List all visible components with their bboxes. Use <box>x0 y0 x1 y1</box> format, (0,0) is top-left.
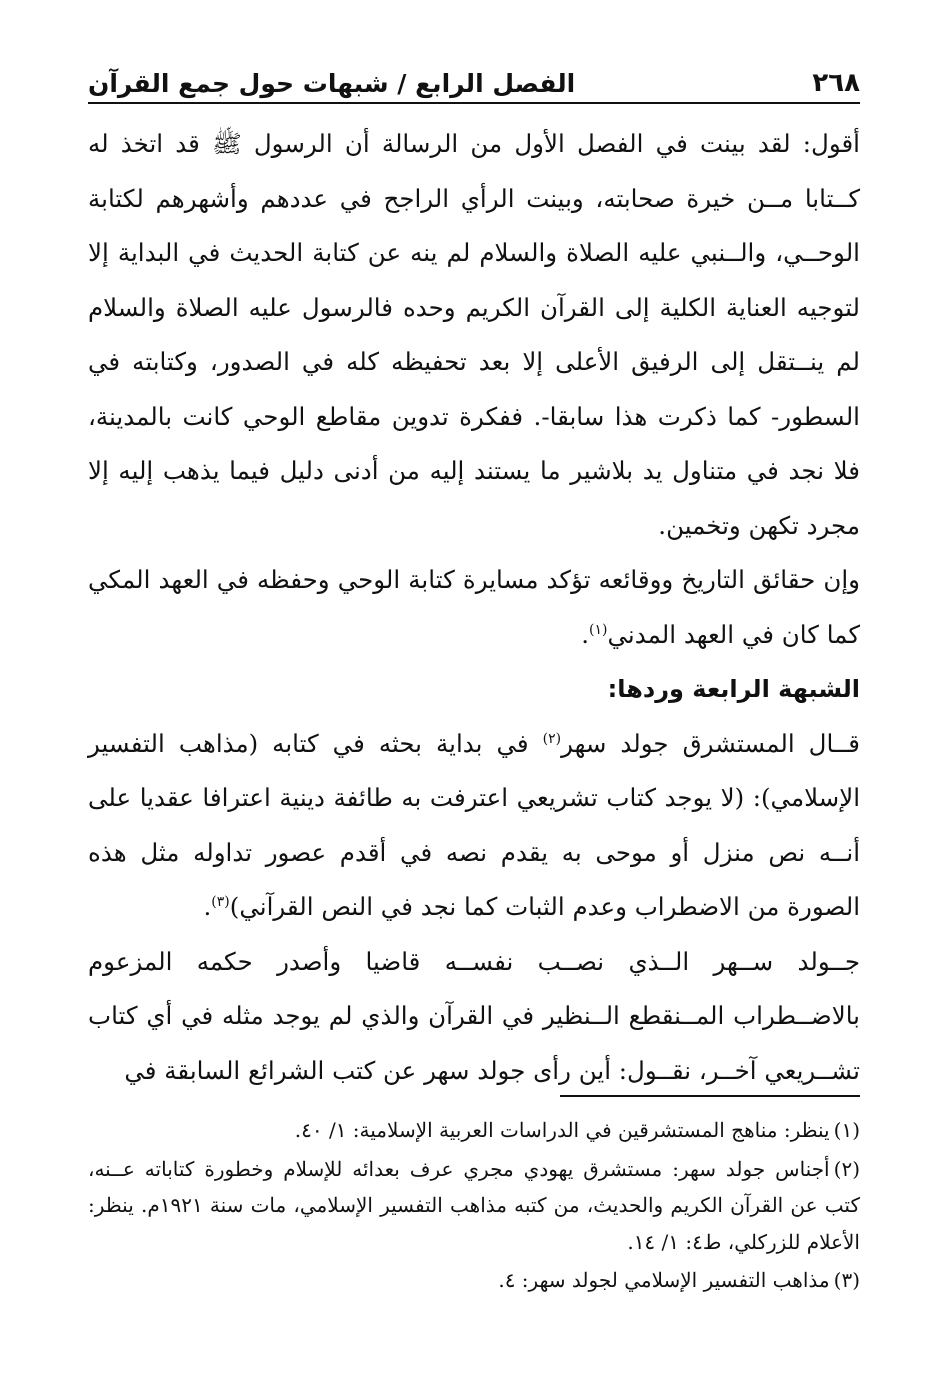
paragraph-2-text: وإن حقائق التاريخ ووقائعه تؤكد مسايرة كتابة الوحي وحفظه في العهد المكي كما كان في العهد المدني <box>88 565 860 649</box>
footnote-number: (٣) <box>833 1268 860 1292</box>
main-text <box>88 117 860 1098</box>
paragraph-2 <box>88 553 860 662</box>
page-header <box>88 64 860 104</box>
footnote-ref-2[interactable]: (٢) <box>542 730 562 747</box>
paragraph-1: أقول: لقد بينت في الفصل الأول من الرسالة أن الرسول ﷺ قد اتخذ له كــتابا مــن خيرة صحابته، وبينت الرأي الراجح في عددهم وأشهرهم لكتابة الوحــي، والــنبي عليه الصلاة والسلام لم ينه عن كتابة الحديث في البداية إلا لتوجيه العناية الكلية إلى القرآن الكريم وحده فالرسول عليه الصلاة والسلام لم ينــتقل إلى الرفيق الأعلى إلا بعد تحفيظه كله في الصدور، وكتابته في السطور- كما ذكرت هذا سابقا-. ففكرة تدوين مقاطع الوحي كانت بالمدينة، فلا نجد في متناول يد بلاشير ما يستند إليه من أدنى دليل فيما يذهب إليه إلا مجرد تكهن وتخمين. <box>88 129 860 540</box>
page-number: ٢٦٨ <box>812 68 860 98</box>
footnote-number: (١) <box>833 1118 860 1142</box>
paragraph-4: جــولد ســهر الــذي نصــب نفســه قاضيا وأصدر حكمه المزعوم بالاضــطراب المــنقطع الــنظير في القرآن والذي لم يوجد مثله في أي كتاب تشــريعي آخــر، نقــول: أين رأى جولد سهر عن كتب الشرائع السابقة في <box>88 946 860 1085</box>
footnotes <box>88 1112 860 1301</box>
section-heading: الشبهة الرابعة وردها: <box>607 675 860 703</box>
paragraph-2-end: . <box>581 619 590 649</box>
footnote-ref-1[interactable]: (١) <box>589 621 608 638</box>
paragraph-3-quote: في بداية بحثه في كتابه (مذاهب التفسير الإسلامي): (لا يوجد كتاب تشريعي اعترفت به طائفة دينية اعترافا عقديا على أنــه نص منزل أو موحى به يقدم نصه في أقدم عصور تداوله مثل هذه الصورة من الاضطراب وعدم الثبات كما نجد في النص القرآني) <box>88 728 860 921</box>
footnote-separator <box>560 1095 860 1097</box>
paragraph-3 <box>88 717 860 935</box>
footnote-text: ينظر: مناهج المستشرقين في الدراسات العربية الإسلامية: ١/ ٤٠. <box>294 1118 830 1142</box>
running-title: الفصل الرابع / شبهات حول جمع القرآن <box>88 69 576 98</box>
footnote-number: (٢) <box>833 1156 860 1181</box>
footnote-text: أجناس جولد سهر: مستشرق يهودي مجري عرف بعدائه للإسلام وخطورة كتاباته عــنه، كتب عن القرآن الكريم والحديث، من كتبه مذاهب التفسير الإسلامي، مات سنة ١٩٢١م. ينظر: الأعلام للزركلي، ط٤: ١/ ١٤. <box>88 1156 860 1254</box>
footnote-1 <box>88 1112 860 1149</box>
paragraph-3-start: قــال المستشرق جولد سهر <box>561 728 860 758</box>
footnote-2 <box>88 1151 860 1261</box>
footnote-ref-3[interactable]: (٣) <box>211 893 230 910</box>
footnote-text: مذاهب التفسير الإسلامي لجولد سهر: ٤. <box>498 1268 830 1292</box>
footnote-3 <box>88 1262 860 1299</box>
paragraph-3-end: . <box>203 892 212 921</box>
